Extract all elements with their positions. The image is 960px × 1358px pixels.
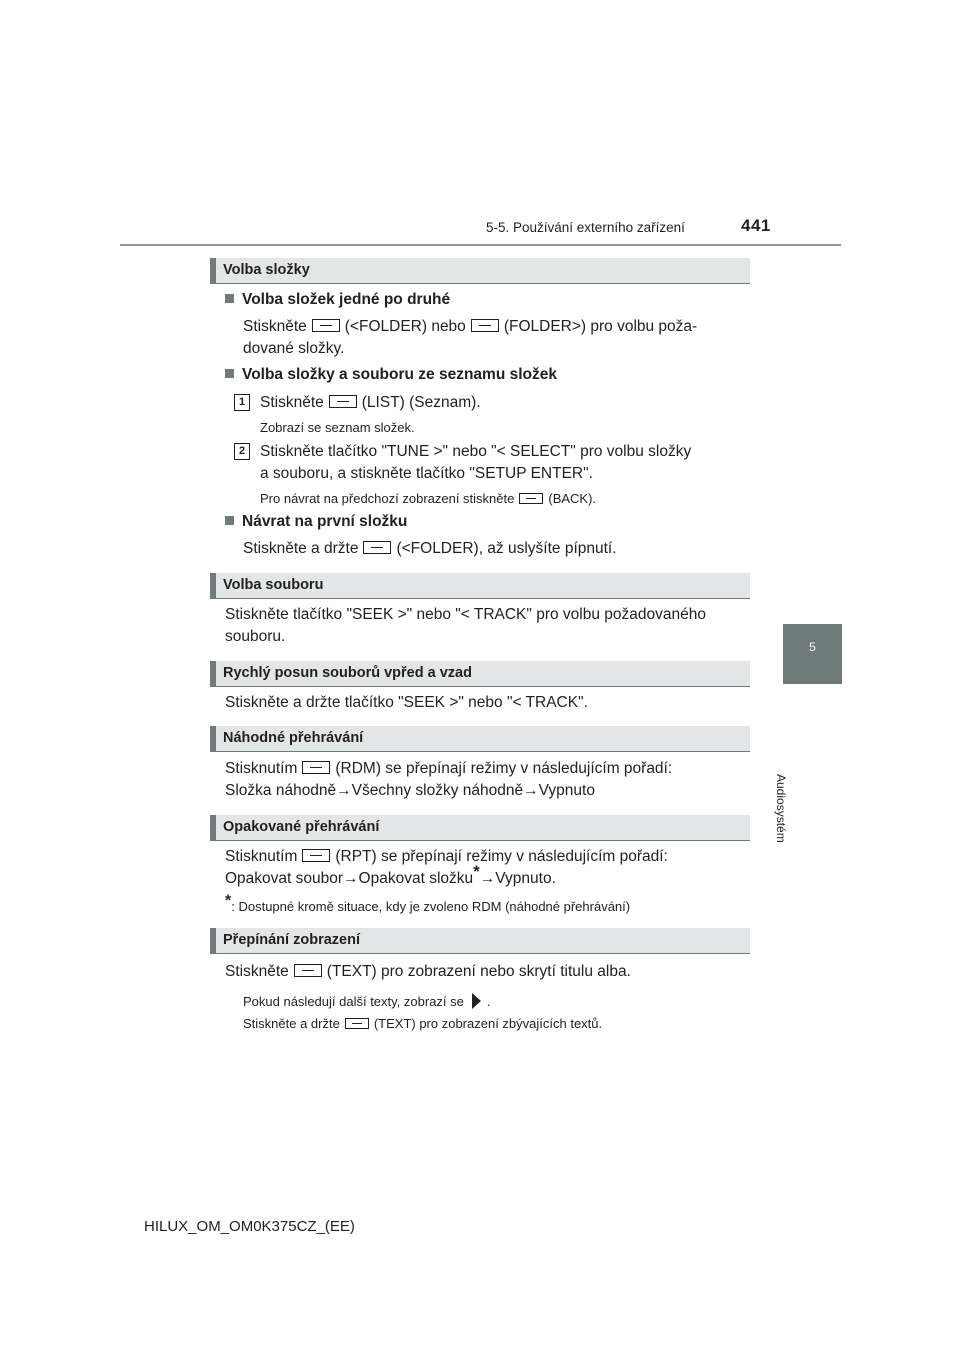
text: . (486, 994, 491, 1009)
paragraph-one-by-one (243, 316, 753, 360)
square-bullet-icon (225, 369, 234, 378)
chapter-tab-label: Audiosystém (774, 774, 788, 843)
text: Všechny složky náhodně (351, 782, 524, 799)
button-icon (519, 493, 543, 504)
bullet-heading-return (225, 513, 407, 531)
text: Stiskněte tlačítko "SEEK >" nebo "< TRACK" pro volbu požadovaného (225, 606, 706, 623)
text: Stiskněte tlačítko "TUNE >" nebo "< SELECT" pro volbu složky (260, 443, 692, 460)
paragraph-seek: Stiskněte a držte tlačítko "SEEK >" nebo "< TRACK". (225, 694, 588, 711)
text: Opakovat složku (358, 870, 474, 887)
step-2-note (260, 490, 596, 508)
button-icon (363, 541, 391, 554)
arrow-right-icon: → (336, 782, 352, 799)
section-heading-file (210, 573, 750, 599)
document-code: HILUX_OM_OM0K375CZ_(EE) (144, 1218, 355, 1235)
text: Pokud následují další texty, zobrazí se (243, 994, 464, 1009)
section-title: Opakované přehrávání (223, 819, 380, 835)
section-title: Rychlý posun souborů vpřed a vzad (223, 665, 472, 681)
text: Stiskněte a držte (243, 540, 359, 557)
section-heading-display (210, 928, 750, 954)
chapter-tab-label-wrap (774, 692, 802, 843)
footnote-marker: * (225, 892, 232, 910)
text: (<FOLDER) nebo (344, 318, 466, 335)
text: a souboru, a stiskněte tlačítko "SETUP ENTER". (260, 465, 593, 482)
button-icon (312, 319, 340, 332)
text: souboru. (225, 628, 286, 645)
display-note-2 (243, 1015, 602, 1033)
text: (LIST) (Seznam). (361, 394, 481, 411)
step-1-note: Zobrazí se seznam složek. (260, 420, 415, 435)
text: : Dostupné kromě situace, kdy je zvoleno RDM (náhodné přehrávání) (231, 899, 631, 914)
button-icon (302, 761, 330, 774)
text: Opakovat soubor (225, 870, 344, 887)
button-icon (294, 964, 322, 977)
text: dované složky. (243, 340, 345, 357)
footnote-marker: * (473, 861, 480, 881)
button-icon (471, 319, 499, 332)
section-title: Přepínání zobrazení (223, 932, 360, 948)
section-title: Volba složky (223, 262, 310, 278)
text: (RPT) se přepínají režimy v následujícím pořadí: (335, 848, 668, 865)
section-heading-random (210, 726, 750, 752)
text: (BACK). (548, 491, 597, 506)
bullet-heading-one-by-one (225, 291, 450, 309)
section-heading-folder (210, 258, 750, 284)
text: Vypnuto. (495, 870, 556, 887)
text: Stiskněte (225, 963, 289, 980)
text: Složka náhodně (225, 782, 337, 799)
text: (<FOLDER), až uslyšíte pípnutí. (396, 540, 617, 557)
right-triangle-icon (472, 993, 481, 1009)
text: Stiskněte (243, 318, 307, 335)
arrow-right-icon: → (523, 782, 539, 799)
display-note-1 (243, 993, 491, 1011)
square-bullet-icon (225, 516, 234, 525)
paragraph-file (225, 604, 750, 648)
square-bullet-icon (225, 294, 234, 303)
header-rule (120, 244, 841, 246)
text: Pro návrat na předchozí zobrazení stiskněte (260, 491, 515, 506)
section-title: Náhodné přehrávání (223, 730, 364, 746)
button-icon (302, 849, 330, 862)
text: (FOLDER>) pro volbu poža- (503, 318, 698, 335)
button-icon (345, 1018, 369, 1029)
bullet-text: Návrat na první složku (242, 513, 408, 530)
step-number-2: 2 (234, 443, 250, 460)
chapter-tab: 5 (783, 624, 842, 684)
bullet-text: Volba složek jedné po druhé (242, 291, 451, 308)
step-2-text (260, 441, 750, 485)
paragraph-random (225, 758, 750, 802)
button-icon (329, 395, 357, 408)
step-1-text (260, 392, 481, 414)
header-section-title: 5-5. Používání externího zařízení (486, 220, 685, 235)
text: Stiskněte a držte (243, 1016, 340, 1031)
footnote-repeat (225, 892, 631, 916)
text: Stiskněte (260, 394, 324, 411)
arrow-right-icon: → (479, 870, 496, 887)
text: Vypnuto (538, 782, 595, 799)
paragraph-return (243, 538, 617, 560)
section-heading-repeat (210, 815, 750, 841)
paragraph-display (225, 961, 631, 983)
text: Stisknutím (225, 848, 298, 865)
section-title: Volba souboru (223, 577, 324, 593)
bullet-text: Volba složky a souboru ze seznamu složek (242, 366, 557, 383)
text: Stisknutím (225, 760, 298, 777)
step-number-1: 1 (234, 394, 250, 411)
arrow-right-icon: → (343, 870, 359, 887)
text: (TEXT) pro zobrazení zbývajících textů. (373, 1016, 603, 1031)
bullet-heading-from-list (225, 366, 557, 384)
text: (RDM) se přepínají režimy v následujícím pořadí: (335, 760, 673, 777)
paragraph-repeat (225, 846, 750, 890)
section-heading-seek (210, 661, 750, 687)
page-number: 441 (741, 216, 771, 235)
text: (TEXT) pro zobrazení nebo skrytí titulu alba. (326, 963, 631, 980)
